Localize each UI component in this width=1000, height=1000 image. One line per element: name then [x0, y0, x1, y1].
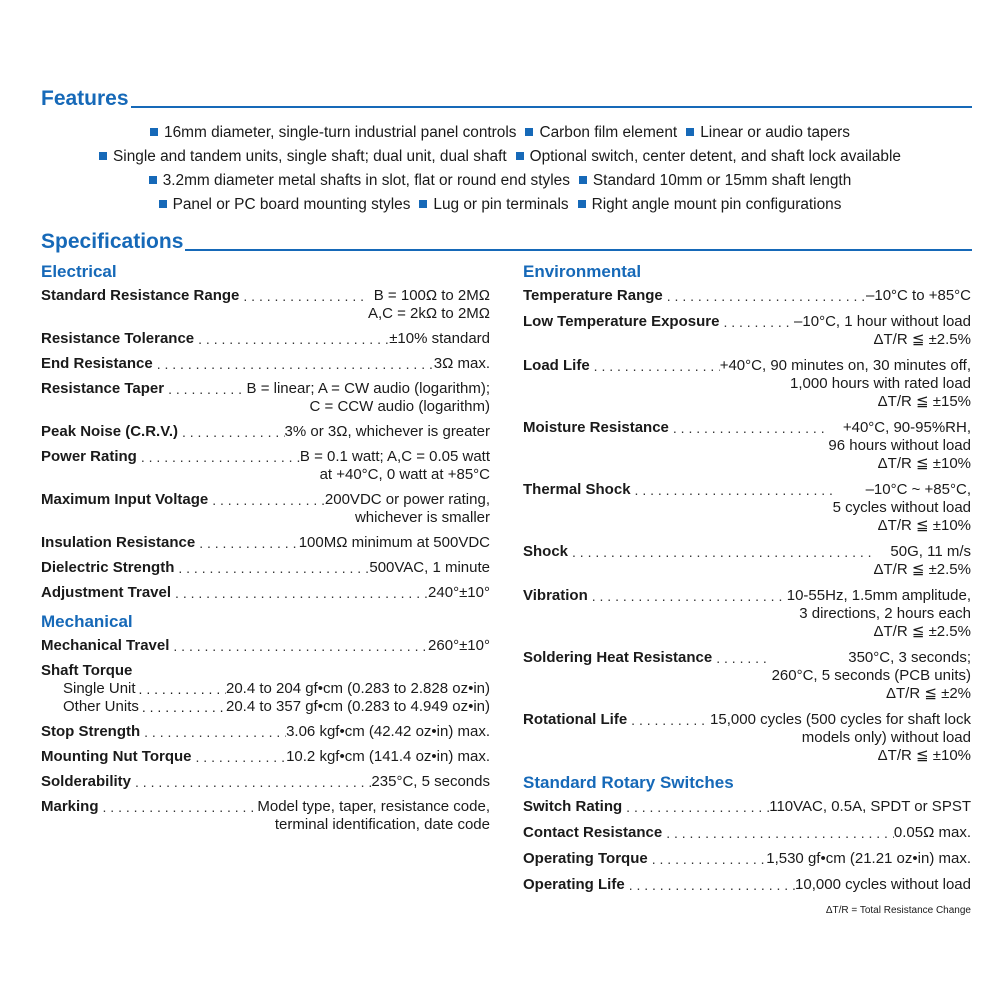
- spec-value: B = 100Ω to 2MΩ A,C = 2kΩ to 2MΩ: [367, 287, 490, 322]
- feature-item: [525, 124, 677, 141]
- spec-label: Operating Life: [523, 876, 625, 893]
- feature-line: [0, 148, 1000, 166]
- spec-label: Thermal Shock: [523, 481, 631, 498]
- spec-row: [41, 534, 490, 552]
- dot-leader: [625, 876, 795, 894]
- spec-row: [41, 380, 490, 416]
- spec-value: 10-55Hz, 1.5mm amplitude, 3 directions, 2 hours each ΔT/R ≦ ±2.5%: [786, 587, 971, 640]
- spec-value: 350°C, 3 seconds; 260°C, 5 seconds (PCB units) ΔT/R ≦ ±2%: [771, 649, 971, 702]
- features-rule: [131, 106, 972, 108]
- spec-row: [41, 491, 490, 527]
- square-bullet-icon: [516, 152, 524, 160]
- spec-value: B = linear; A = CW audio (logarithm); C = CCW audio (logarithm): [246, 380, 490, 415]
- dot-leader: [669, 419, 829, 437]
- dot-leader: [136, 680, 226, 698]
- dot-leader: [622, 798, 769, 816]
- spec-value: Model type, taper, resistance code, terminal identification, date code: [257, 798, 490, 833]
- spec-label: Contact Resistance: [523, 824, 663, 841]
- spec-label: Rotational Life: [523, 711, 628, 728]
- dot-leader: [662, 824, 894, 842]
- spec-row: [41, 448, 490, 484]
- dot-leader: [178, 423, 285, 441]
- spec-label: Maximum Input Voltage: [41, 491, 209, 508]
- spec-value: 3.06 kgf•cm (42.42 oz•in) max.: [286, 723, 490, 740]
- dot-leader: [153, 355, 434, 373]
- spec-label: Standard Resistance Range: [41, 287, 240, 304]
- spec-row: [41, 798, 490, 834]
- square-bullet-icon: [159, 200, 167, 208]
- feature-item: [578, 196, 842, 213]
- feature-line: [0, 196, 1000, 214]
- square-bullet-icon: [419, 200, 427, 208]
- feature-item: [419, 196, 568, 213]
- feature-text: Right angle mount pin configurations: [591, 196, 842, 213]
- feature-text: 16mm diameter, single-turn industrial panel controls: [164, 124, 517, 141]
- dot-leader: [164, 380, 246, 398]
- spec-row: [523, 543, 971, 579]
- feature-item: [150, 124, 516, 141]
- spec-value: 3Ω max.: [433, 355, 490, 372]
- spec-value: 200VDC or power rating, whichever is smaller: [324, 491, 490, 526]
- square-bullet-icon: [579, 176, 587, 184]
- spec-subvalue: 20.4 to 357 gf•cm (0.283 to 4.949 oz•in): [225, 698, 490, 715]
- spec-value: –10°C ~ +85°C, 5 cycles without load ΔT/R ≦ ±10%: [832, 481, 971, 534]
- feature-text: Lug or pin terminals: [433, 196, 569, 213]
- dot-leader: [171, 584, 428, 602]
- spec-row: [523, 357, 971, 411]
- spec-value: 100MΩ minimum at 500VDC: [298, 534, 490, 551]
- dot-leader: [590, 357, 720, 375]
- spec-value: 50G, 11 m/s ΔT/R ≦ ±2.5%: [873, 543, 971, 578]
- spec-value: +40°C, 90 minutes on, 30 minutes off, 1,000 hours with rated load ΔT/R ≦ ±15%: [719, 357, 971, 410]
- specs-column-left: [41, 262, 490, 834]
- spec-row: [41, 330, 490, 348]
- spec-row: [523, 850, 971, 868]
- spec-sublabel: Single Unit: [63, 680, 136, 697]
- square-bullet-icon: [99, 152, 107, 160]
- spec-label: Low Temperature Exposure: [523, 313, 720, 330]
- specifications-heading: [41, 231, 972, 253]
- spec-subrow: [41, 680, 490, 698]
- spec-row: [41, 355, 490, 373]
- spec-row: [523, 649, 971, 703]
- spec-value: ±10% standard: [389, 330, 490, 347]
- spec-group-title: Electrical: [41, 262, 117, 281]
- spec-value: 10,000 cycles without load: [795, 876, 971, 893]
- spec-label: Peak Noise (C.R.V.): [41, 423, 178, 440]
- dot-leader: [719, 313, 794, 331]
- feature-item: [159, 196, 411, 213]
- spec-group-title: Standard Rotary Switches: [523, 773, 734, 792]
- dot-leader: [663, 287, 866, 305]
- feature-item: [149, 172, 570, 189]
- spec-label: Mechanical Travel: [41, 637, 170, 654]
- spec-label: Power Rating: [41, 448, 137, 465]
- spec-label: Operating Torque: [523, 850, 648, 867]
- spec-label: Shaft Torque: [41, 662, 133, 679]
- feature-line: [0, 172, 1000, 190]
- dot-leader: [192, 748, 287, 766]
- dot-leader: [627, 711, 710, 729]
- spec-row: [41, 723, 490, 741]
- dot-leader: [195, 534, 299, 552]
- dot-leader: [631, 481, 833, 499]
- dot-leader: [648, 850, 767, 868]
- spec-label: Resistance Taper: [41, 380, 165, 397]
- spec-row: [41, 423, 490, 441]
- dot-leader: [239, 287, 368, 305]
- spec-value: 10.2 kgf•cm (141.4 oz•in) max.: [286, 748, 490, 765]
- dot-leader: [568, 543, 873, 561]
- spec-label: Switch Rating: [523, 798, 623, 815]
- specs-column-right: [523, 262, 971, 894]
- spec-value: 235°C, 5 seconds: [371, 773, 490, 790]
- spec-row: [41, 287, 490, 323]
- spec-row: [41, 662, 490, 680]
- spec-label: Shock: [523, 543, 569, 560]
- spec-value: 500VAC, 1 minute: [369, 559, 490, 576]
- features-title: Features: [41, 87, 129, 110]
- specifications-rule: [185, 249, 972, 251]
- spec-label: Resistance Tolerance: [41, 330, 195, 347]
- spec-label: Insulation Resistance: [41, 534, 196, 551]
- dot-leader: [139, 698, 226, 716]
- spec-value: +40°C, 90-95%RH, 96 hours without load ΔT/R ≦ ±10%: [828, 419, 971, 472]
- spec-value: –10°C to +85°C: [866, 287, 971, 304]
- square-bullet-icon: [525, 128, 533, 136]
- spec-row: [523, 587, 971, 641]
- spec-group-title: Mechanical: [41, 612, 133, 631]
- spec-label: Temperature Range: [523, 287, 663, 304]
- spec-row: [523, 798, 971, 816]
- spec-value: 240°±10°: [428, 584, 490, 601]
- feature-item: [686, 124, 850, 141]
- spec-value: 0.05Ω max.: [893, 824, 971, 841]
- spec-subrow: [41, 698, 490, 716]
- spec-label: Marking: [41, 798, 99, 815]
- dot-leader: [99, 798, 258, 816]
- spec-row: [41, 559, 490, 577]
- square-bullet-icon: [150, 128, 158, 136]
- dot-leader: [137, 448, 300, 466]
- spec-subvalue: 20.4 to 204 gf•cm (0.283 to 2.828 oz•in): [225, 680, 490, 697]
- spec-row: [523, 824, 971, 842]
- specifications-title: Specifications: [41, 230, 184, 253]
- spec-value: –10°C, 1 hour without load ΔT/R ≦ ±2.5%: [794, 313, 971, 348]
- footnote: ΔT/R = Total Resistance Change: [825, 905, 971, 916]
- spec-row: [523, 711, 971, 765]
- feature-item: [579, 172, 851, 189]
- square-bullet-icon: [578, 200, 586, 208]
- feature-text: Linear or audio tapers: [700, 124, 850, 141]
- feature-text: Standard 10mm or 15mm shaft length: [592, 172, 852, 189]
- dot-leader: [140, 723, 286, 741]
- spec-row: [523, 481, 971, 535]
- spec-row: [41, 773, 490, 791]
- spec-label: Moisture Resistance: [523, 419, 669, 436]
- spec-value: 260°±10°: [428, 637, 490, 654]
- spec-label: Soldering Heat Resistance: [523, 649, 713, 666]
- dot-leader: [174, 559, 369, 577]
- feature-item: [99, 148, 507, 165]
- spec-value: 15,000 cycles (500 cycles for shaft lock models only) without load ΔT/R ≦ ±10%: [710, 711, 971, 764]
- spec-label: Load Life: [523, 357, 590, 374]
- dot-leader: [131, 773, 371, 791]
- dot-leader: [712, 649, 771, 667]
- spec-row: [523, 419, 971, 473]
- spec-row: [41, 637, 490, 655]
- spec-label: End Resistance: [41, 355, 153, 372]
- spec-label: Vibration: [523, 587, 588, 604]
- spec-value: 1,530 gf•cm (21.21 oz•in) max.: [766, 850, 971, 867]
- dot-leader: [194, 330, 389, 348]
- spec-label: Stop Strength: [41, 723, 141, 740]
- square-bullet-icon: [686, 128, 694, 136]
- dot-leader: [169, 637, 428, 655]
- feature-text: 3.2mm diameter metal shafts in slot, flat or round end styles: [162, 172, 570, 189]
- spec-label: Dielectric Strength: [41, 559, 175, 576]
- feature-text: Panel or PC board mounting styles: [172, 196, 411, 213]
- spec-row: [41, 584, 490, 602]
- features-heading: [41, 88, 972, 110]
- dot-leader: [588, 587, 787, 605]
- feature-text: Optional switch, center detent, and shaft lock available: [529, 148, 901, 165]
- spec-label: Solderability: [41, 773, 132, 790]
- spec-row: [523, 287, 971, 305]
- square-bullet-icon: [149, 176, 157, 184]
- spec-value: 110VAC, 0.5A, SPDT or SPST: [769, 798, 971, 815]
- spec-row: [523, 876, 971, 894]
- feature-line: [0, 124, 1000, 142]
- feature-text: Carbon film element: [539, 124, 678, 141]
- spec-label: Adjustment Travel: [41, 584, 172, 601]
- spec-row: [523, 313, 971, 349]
- feature-item: [516, 148, 901, 165]
- spec-sublabel: Other Units: [63, 698, 139, 715]
- spec-group-title: Environmental: [523, 262, 642, 281]
- feature-text: Single and tandem units, single shaft; dual unit, dual shaft: [113, 148, 507, 165]
- spec-value: B = 0.1 watt; A,C = 0.05 watt at +40°C, 0 watt at +85°C: [299, 448, 490, 483]
- spec-label: Mounting Nut Torque: [41, 748, 192, 765]
- spec-row: [41, 748, 490, 766]
- spec-value: 3% or 3Ω, whichever is greater: [284, 423, 490, 440]
- dot-leader: [208, 491, 325, 509]
